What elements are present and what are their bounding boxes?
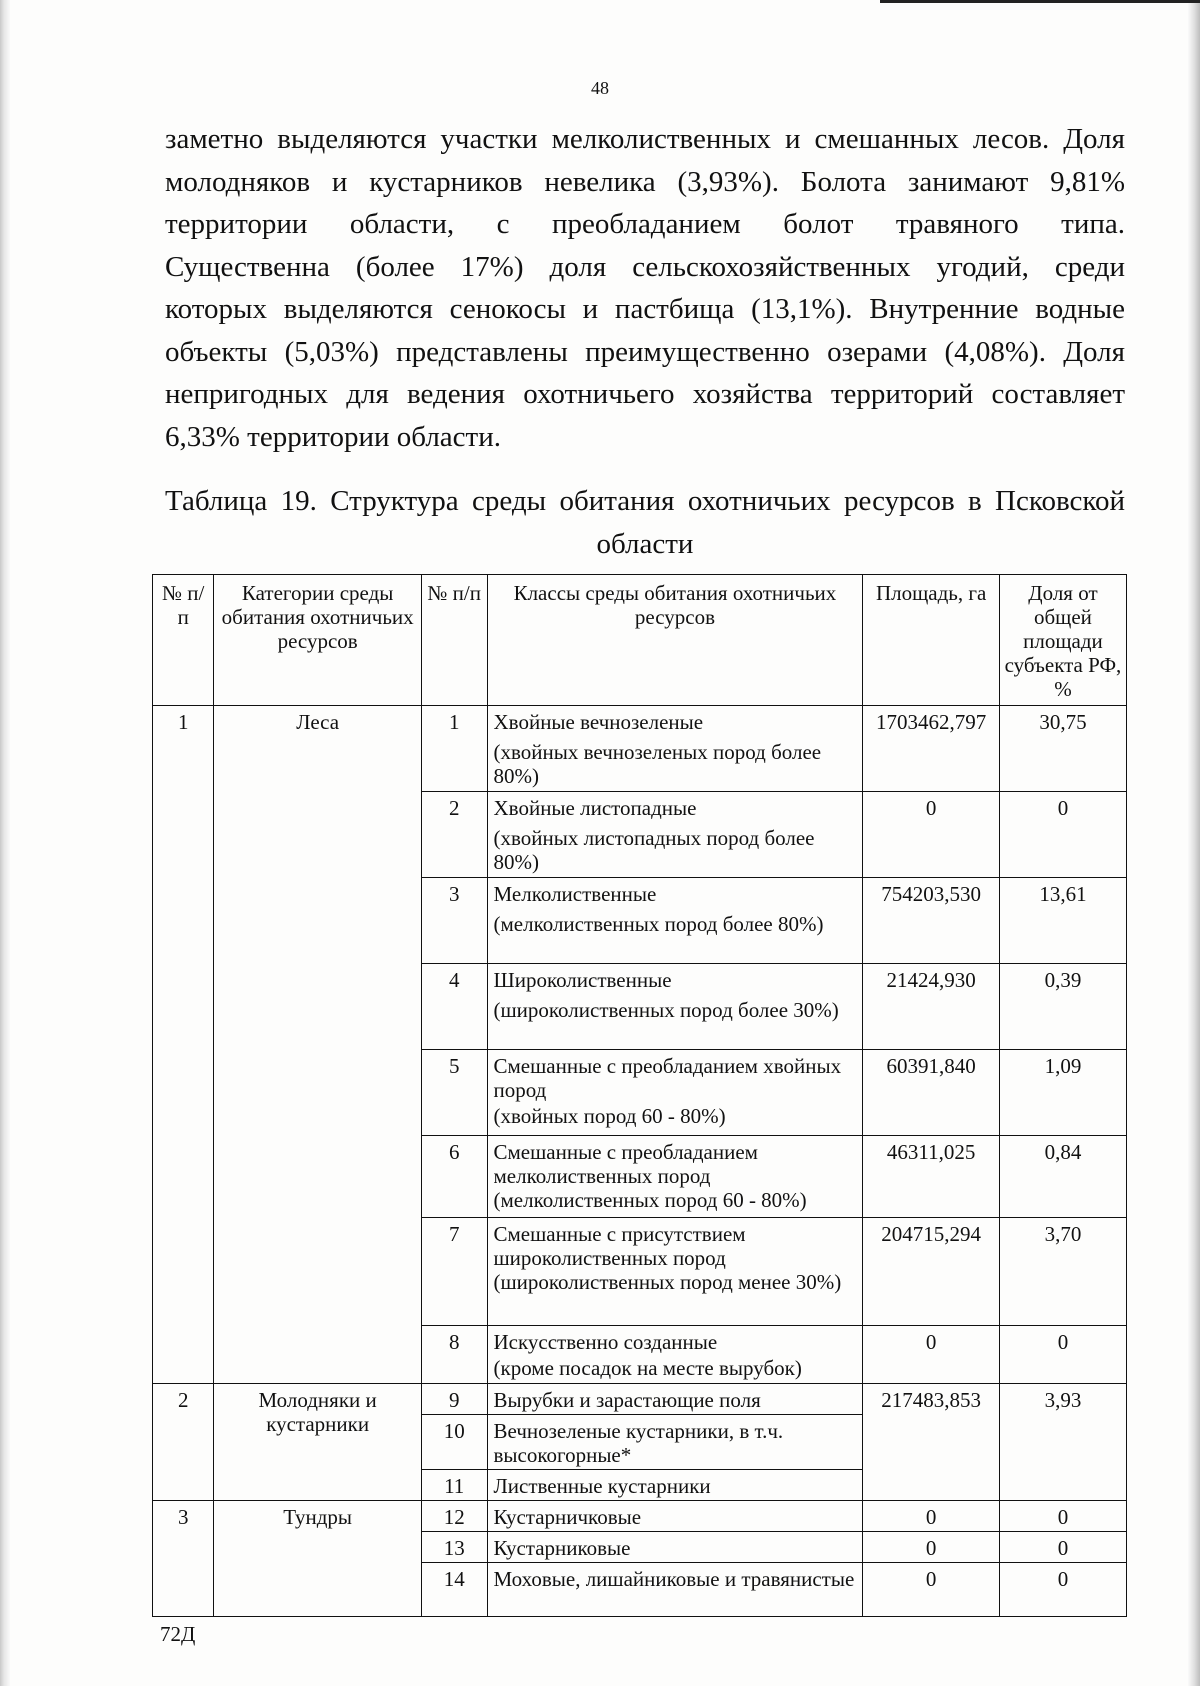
share-cell: 0 <box>999 792 1126 878</box>
class-subtitle: (хвойных листопадных пород более 80%) <box>493 826 815 874</box>
area-cell: 0 <box>863 1532 1000 1563</box>
share-cell: 1,09 <box>999 1050 1126 1136</box>
share-cell: 3,93 <box>999 1384 1126 1501</box>
footer-code: 72Д <box>160 1622 196 1646</box>
area-cell: 21424,930 <box>863 964 1000 1050</box>
class-num-cell: 10 <box>421 1415 487 1470</box>
habitat-structure-table <box>152 574 1127 1617</box>
share-cell: 0 <box>999 1563 1126 1617</box>
top-rule <box>880 0 1200 3</box>
area-cell: 0 <box>863 1501 1000 1532</box>
paragraph-line: заметно выделяются участки мелколиственных и смешанных лесов. Доля <box>165 123 1125 155</box>
paragraph-line: 6,33% территории области. <box>165 420 501 453</box>
group-num-cell: 2 <box>153 1384 214 1501</box>
area-cell: 754203,530 <box>863 878 1000 964</box>
class-subtitle: (кроме посадок на месте вырубок) <box>493 1356 802 1380</box>
class-num-cell: 4 <box>421 964 487 1050</box>
share-cell: 3,70 <box>999 1218 1126 1326</box>
class-subtitle: (мелколиственных пород более 80%) <box>493 912 824 936</box>
class-subtitle: (широколиственных пород более 30%) <box>493 998 839 1022</box>
class-name-cell: Смешанные с преобладанием мелколиственных пород (мелколиственных пород 60 - 80%) <box>487 1136 863 1218</box>
area-cell: 0 <box>863 792 1000 878</box>
share-cell: 0 <box>999 1501 1126 1532</box>
group-num-cell: 3 <box>153 1501 214 1617</box>
class-name-cell <box>487 792 863 878</box>
group-num-cell: 1 <box>153 706 214 1384</box>
class-name-cell <box>487 878 863 964</box>
paragraph-line: которых выделяются сенокосы и пастбища (13,1%). Внутренние водные <box>165 293 1125 325</box>
paragraph-line: молодняков и кустарников невелика (3,93%). Болота занимают 9,81% <box>165 165 1125 198</box>
class-name-cell <box>487 706 863 792</box>
class-num-cell: 12 <box>421 1501 487 1532</box>
class-num-cell: 8 <box>421 1326 487 1384</box>
class-num-cell: 3 <box>421 878 487 964</box>
class-num-cell: 13 <box>421 1532 487 1563</box>
class-subtitle: (хвойных пород 60 - 80%) <box>493 1104 726 1128</box>
header-class: Классы среды обитания охотничьих ресурсов <box>487 575 863 706</box>
class-name-cell <box>487 1326 863 1384</box>
body-paragraph <box>165 118 1125 458</box>
class-name-cell: Моховые, лишайниковые и травянистые <box>487 1563 863 1617</box>
share-cell: 0 <box>999 1326 1126 1384</box>
class-name: Искусственно созданные <box>493 1330 718 1354</box>
class-name: Хвойные вечнозеленые <box>493 710 704 734</box>
class-num-cell: 14 <box>421 1563 487 1617</box>
share-cell: 0 <box>999 1532 1126 1563</box>
area-cell: 0 <box>863 1563 1000 1617</box>
class-name-cell <box>487 1050 863 1136</box>
class-num-cell: 7 <box>421 1218 487 1326</box>
area-cell: 0 <box>863 1326 1000 1384</box>
share-cell: 0,39 <box>999 964 1126 1050</box>
caption-line-1: Таблица 19. Структура среды обитания охотничьих ресурсов в Псковской <box>165 485 1125 517</box>
class-num-cell: 2 <box>421 792 487 878</box>
share-cell: 30,75 <box>999 706 1126 792</box>
table-row <box>153 1384 1127 1415</box>
class-name-cell <box>487 964 863 1050</box>
table-row <box>153 706 1127 792</box>
class-name: Мелколиственные <box>493 882 657 906</box>
class-name: Широколиственные <box>493 968 672 992</box>
class-name-cell: Кустарниковые <box>487 1532 863 1563</box>
header-share: Доля от общей площади субъекта РФ, % <box>999 575 1126 706</box>
group-category-cell: Тундры <box>214 1501 422 1617</box>
class-num-cell: 11 <box>421 1470 487 1501</box>
area-cell: 60391,840 <box>863 1050 1000 1136</box>
class-name: Смешанные с преобладанием хвойных пород <box>493 1054 842 1102</box>
class-name-cell: Смешанные с присутствием широколиственных пород (широколиственных пород менее 30%) <box>487 1218 863 1326</box>
class-name-cell: Лиственные кустарники <box>487 1470 863 1501</box>
group-category-cell: Молодняки и кустарники <box>214 1384 422 1501</box>
paragraph-line: Существенна (более 17%) доля сельскохозяйственных угодий, среди <box>165 250 1125 283</box>
table-row <box>153 1501 1127 1532</box>
area-cell: 1703462,797 <box>863 706 1000 792</box>
class-num-cell: 1 <box>421 706 487 792</box>
caption-line-2: области <box>596 528 694 560</box>
page-number: 48 <box>591 78 609 98</box>
class-num-cell: 9 <box>421 1384 487 1415</box>
class-num-cell: 5 <box>421 1050 487 1136</box>
area-cell: 204715,294 <box>863 1218 1000 1326</box>
paragraph-line: объекты (5,03%) представлены преимущественно озерами (4,08%). Доля <box>165 335 1125 368</box>
area-cell: 217483,853 <box>863 1384 1000 1501</box>
area-cell: 46311,025 <box>863 1136 1000 1218</box>
paragraph-line: территории области, с преобладанием болот травяного типа. <box>165 208 1125 240</box>
paragraph-line: непригодных для ведения охотничьего хозяйства территорий составляет <box>165 378 1125 410</box>
header-num-1: № п/п <box>153 575 214 706</box>
share-cell: 0,84 <box>999 1136 1126 1218</box>
class-name-cell: Вечнозеленые кустарники, в т.ч. высокогорные* <box>487 1415 863 1470</box>
scan-edge-right <box>1188 0 1200 1686</box>
table-caption <box>165 480 1125 566</box>
class-name-cell: Кустарничковые <box>487 1501 863 1532</box>
table-header-row <box>153 575 1127 706</box>
header-area: Площадь, га <box>863 575 1000 706</box>
class-name: Хвойные листопадные <box>493 796 697 820</box>
share-cell: 13,61 <box>999 878 1126 964</box>
class-subtitle: (хвойных вечнозеленых пород более 80%) <box>493 740 822 788</box>
group-category-cell: Леса <box>214 706 422 1384</box>
class-name-cell: Вырубки и зарастающие поля <box>487 1384 863 1415</box>
scan-edge-left <box>0 0 10 1686</box>
header-category: Категории среды обитания охотничьих ресурсов <box>214 575 422 706</box>
header-num-2: № п/п <box>421 575 487 706</box>
class-num-cell: 6 <box>421 1136 487 1218</box>
